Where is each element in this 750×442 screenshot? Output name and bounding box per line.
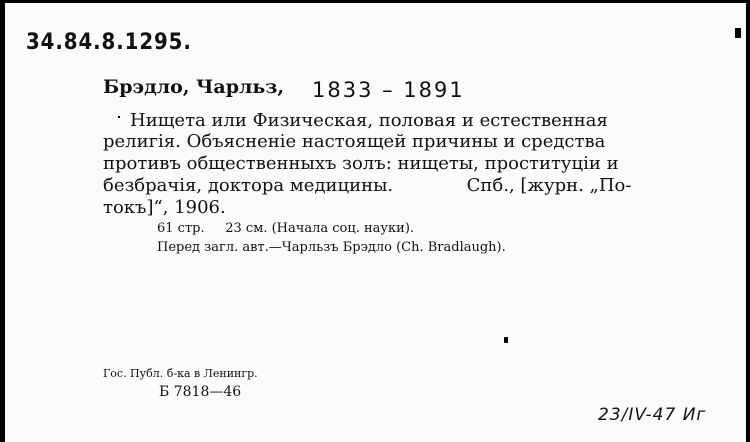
title-line-2: религія. Объясненіе настоящей причины и средства (103, 131, 606, 152)
title-line-4 (103, 175, 631, 196)
library-name: Гос. Публ. б-ка в Ленингр. (103, 367, 258, 380)
life-dates: 1833 – 1891 (312, 78, 465, 102)
ink-dot (504, 337, 508, 343)
title-line-1: Нищета или Физическая, половая и естественная (130, 110, 608, 131)
card-edge-left (0, 0, 5, 442)
card-edge-top (0, 0, 750, 3)
collation: 61 стр. 23 см. (Начала соц. науки). (157, 221, 415, 236)
accession-mark: 23/IV-47 Иг (598, 405, 707, 425)
library-number: Б 7818—46 (159, 384, 242, 400)
title-line-3: противъ общественныхъ золъ: нищеты, проституціи и (103, 153, 619, 174)
corner-mark (735, 28, 741, 38)
indent-mark (118, 116, 120, 118)
call-number: 34.84.8.1295. (26, 30, 192, 55)
note: Перед загл. авт.—Чарльзъ Брэдло (Ch. Bradlaugh). (157, 240, 506, 255)
title-line-4-text: безбрачія, доктора медицины. (103, 175, 394, 196)
imprint-place: Спб., [журн. „По- (466, 175, 632, 196)
title-line-5: токъ]“, 1906. (103, 197, 226, 218)
card-edge-right (746, 0, 750, 442)
author-heading: Брэдло, Чарльз, (103, 76, 285, 98)
